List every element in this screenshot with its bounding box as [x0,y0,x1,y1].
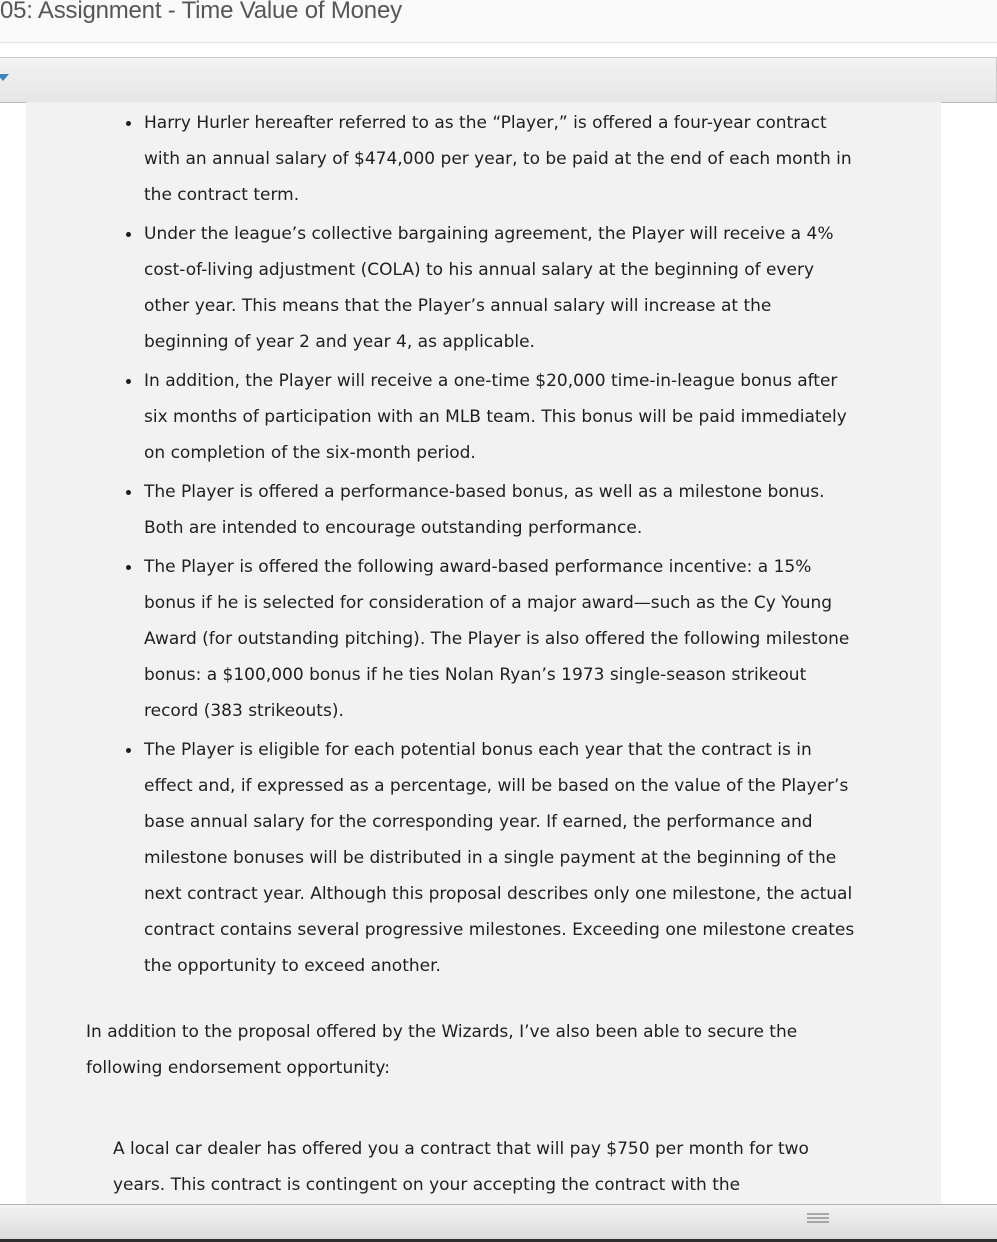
list-item: Under the league’s collective bargaining agreement, the Player will receive a 4% cost-of-living adjustment (COLA) to his annual salary at the beginning of every other year. This means that the Player’s annual salary will increase at the beginning of year 2 and year 4, as applicable. [144,216,856,360]
endorsement-intro-paragraph: In addition to the proposal offered by the Wizards, I’ve also been able to secure the following endorsement opportunity: [86,1022,798,1078]
grip-icon[interactable] [807,1213,829,1227]
endorsement-offer-paragraph: A local car dealer has offered you a contract that will pay $750 per month for two years. This contract is contingent on your accepting the contract with the [113,1139,809,1195]
page-title: 05: Assignment - Time Value of Money [0,0,402,24]
chevron-down-icon[interactable] [0,74,9,81]
list-item: The Player is eligible for each potential bonus each year that the contract is in effect and, if expressed as a percentage, will be based on the value of the Player’s base annual salary for the corresponding year. If earned, the performance and milestone bonuses will be distributed in a single payment at the beginning of the next contract year. Although this proposal describes only one milestone, the actual contract contains several progressive milestones. Exceeding one milestone creates the opportunity to exceed another. [144,732,856,984]
list-item: The Player is offered a performance-based bonus, as well as a milestone bonus. Both are intended to encourage outstanding performance. [144,474,856,546]
bullet-list [144,105,856,987]
toolbar [0,57,997,103]
list-item: In addition, the Player will receive a one-time $20,000 time-in-league bonus after six months of participation with an MLB team. This bonus will be paid immediately on completion of the six-month period. [144,363,856,471]
bottom-bar [0,1204,997,1242]
list-item: The Player is offered the following award-based performance incentive: a 15% bonus if he is selected for consideration of a major award—such as the Cy Young Award (for outstanding pitching). The Player is also offered the following milestone bonus: a $100,000 bonus if he ties Nolan Ryan’s 1973 single-season strikeout record (383 strikeouts). [144,549,856,729]
list-item: Harry Hurler hereafter referred to as the “Player,” is offered a four-year contract with an annual salary of $474,000 per year, to be paid at the end of each month in the contract term. [144,105,856,213]
title-bar [0,0,997,43]
